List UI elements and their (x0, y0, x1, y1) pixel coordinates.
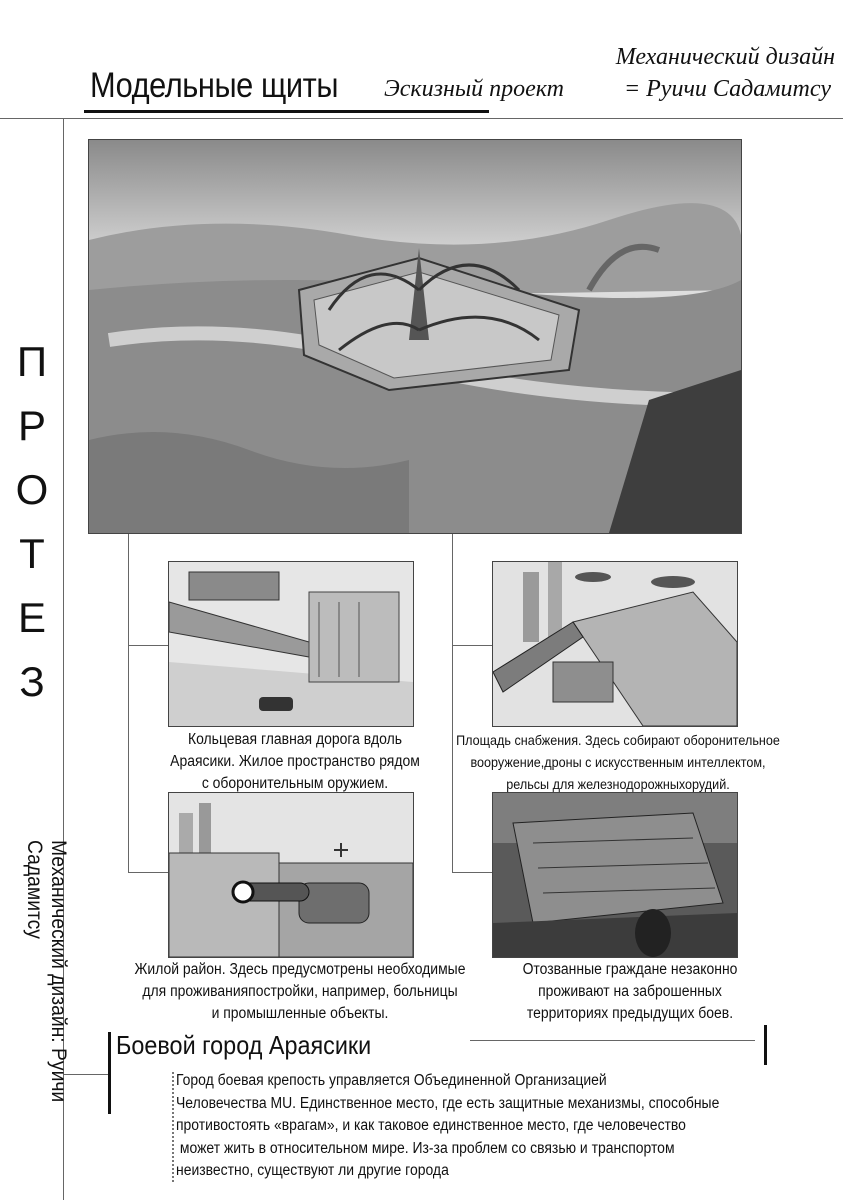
city-fortress-drawing (89, 140, 741, 533)
caption-line: с оборонительным оружием. (201, 775, 389, 792)
connector-right-top (452, 645, 492, 646)
sidebar-letter: Е (17, 594, 46, 641)
section-tick (64, 1074, 108, 1075)
section-rule (470, 1040, 755, 1041)
sidebar-letter: П (16, 338, 48, 385)
road-drawing (169, 562, 413, 726)
caption-ring-road (156, 729, 435, 795)
caption-line: для проживанияпостройки, например, больницы (142, 983, 458, 1000)
page-title: Модельные щиты (90, 66, 339, 105)
caption-residential (129, 959, 471, 1025)
section-bar-left (108, 1032, 111, 1114)
caption-line: проживают на заброшенных (538, 983, 722, 1000)
caption-line: Араясики. Жилое пространство рядом (170, 753, 420, 770)
supply-square-sketch (492, 561, 738, 727)
title-underline (84, 110, 489, 113)
body-line: Город боевая крепость управляется Объединенной Организацией (176, 1072, 607, 1089)
section-body (176, 1070, 720, 1183)
sidebar-letter: О (15, 466, 49, 513)
page-subtitle: Эскизный проект (384, 76, 565, 102)
caption-line: Кольцевая главная дорога вдоль (187, 731, 403, 748)
ring-road-sketch (168, 561, 414, 727)
body-line: неизвестно, существуют ли другие города (176, 1162, 449, 1179)
header-rule (0, 118, 843, 119)
sidebar-letter: З (19, 658, 45, 705)
credit-line-1: Механический дизайн (615, 44, 835, 70)
residential-district-sketch (168, 792, 414, 958)
caption-line: рельсы для железнодорожныхорудий. (506, 776, 730, 792)
caption-line: Жилой район. Здесь предусмотрены необходимые (134, 961, 466, 978)
body-line: может жить в относительном мире. Из-за проблем со связью и транспортом (176, 1139, 675, 1157)
caption-line: Отозванные граждане незаконно (522, 961, 738, 978)
abandoned-territory-sketch (492, 792, 738, 958)
body-line: Человечества MU. Единственное место, где есть защитные механизмы, способные (176, 1094, 720, 1112)
connector-left (128, 533, 129, 873)
caption-line: вооружение,дроны с искусственным интеллектом, (470, 754, 766, 770)
connector-left-bottom (128, 872, 168, 873)
abandoned-drawing (493, 793, 737, 957)
sidebar-letter: Т (19, 530, 45, 577)
supply-drawing (493, 562, 737, 726)
connector-right (452, 533, 453, 873)
credit-line-2: = Руичи Садамитсу (623, 76, 831, 102)
section-title: Боевой город Араясики (116, 1030, 372, 1060)
main-city-illustration (88, 139, 742, 534)
body-line: противостоять «врагам», и как таковое единственное место, где человечество (176, 1117, 686, 1134)
body-dotted-rule (172, 1072, 174, 1182)
caption-line: территориях предыдущих боев. (526, 1005, 734, 1022)
caption-supply (456, 729, 780, 795)
connector-left-top (128, 645, 168, 646)
connector-right-bottom (452, 872, 492, 873)
section-bar-right (764, 1025, 767, 1065)
caption-line: и промышленные объекты. (211, 1005, 389, 1022)
caption-line: Площадь снабжения. Здесь собирают оборонительное (456, 732, 780, 748)
sidebar-title (12, 330, 52, 714)
residential-drawing (169, 793, 413, 957)
sidebar-letter: Р (17, 402, 46, 449)
sidebar-credit: Механический дизайн: Руичи Садамитсу (23, 840, 70, 1103)
caption-abandoned (495, 959, 765, 1025)
